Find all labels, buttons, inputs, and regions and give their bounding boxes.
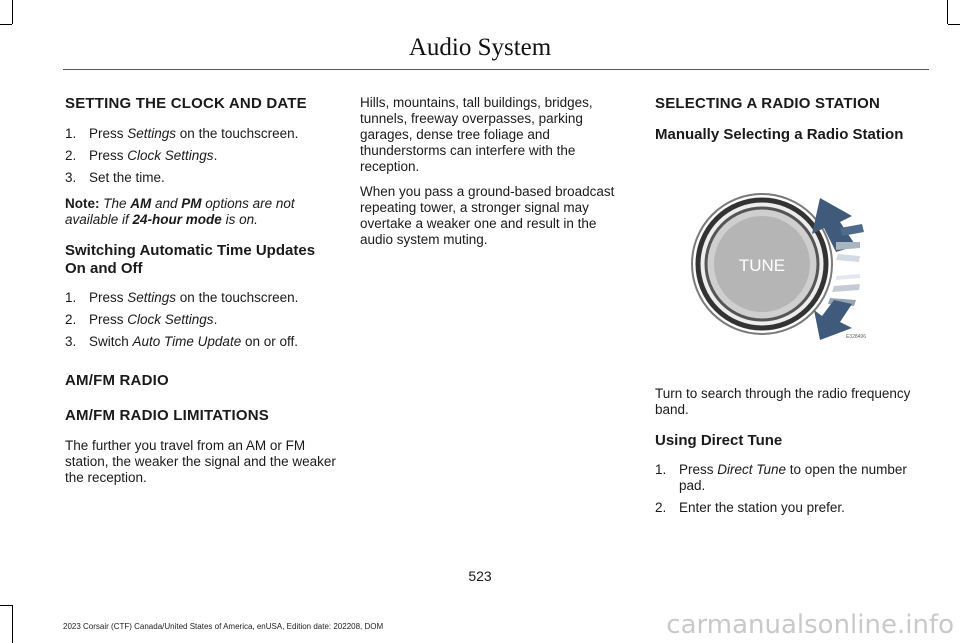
crop-mark xyxy=(12,0,13,24)
interference-paragraph: Hills, mountains, tall buildings, bridges, tunnels, freeway overpasses, parking garages, dense tree foliage and thunderstorms can interfere with the reception. xyxy=(360,95,593,174)
edition-line: 2023 Corsair (CTF) Canada/United States of America, enUSA, Edition date: 202208, DOM xyxy=(63,622,384,631)
figure-code: E328496 xyxy=(845,334,866,340)
subheading-manual-select: Manually Selecting a Radio Station xyxy=(655,126,904,143)
page-number: 523 xyxy=(468,568,492,584)
crop-mark xyxy=(947,0,948,24)
auto-time-steps-list xyxy=(65,290,340,350)
column-left xyxy=(65,95,340,495)
crop-mark xyxy=(0,24,12,25)
header-divider xyxy=(63,69,929,70)
crop-mark xyxy=(12,605,13,643)
knob-label: TUNE xyxy=(738,256,786,275)
watermark: carmanualsonline.info xyxy=(666,610,954,640)
column-right xyxy=(655,95,925,156)
list-item: 2. Enter the station you prefer. xyxy=(655,500,845,515)
tower-paragraph: When you pass a ground-based broadcast repeating tower, a stronger signal may overtake a weaker one and result in the audio system muting. xyxy=(360,184,615,247)
subheading-direct-tune: Using Direct Tune xyxy=(655,432,783,449)
section-heading-limitations: AM/FM RADIO LIMITATIONS xyxy=(65,407,270,424)
list-item: 1. Press Settings on the touchscreen. xyxy=(65,290,299,305)
section-heading-amfm: AM/FM RADIO xyxy=(65,372,169,389)
limitations-paragraph: The further you travel from an AM or FM station, the weaker the signal and the weaker the reception. xyxy=(65,438,336,485)
crop-mark xyxy=(948,24,960,25)
list-item: 3. Switch Auto Time Update on or off. xyxy=(65,334,298,349)
list-item: 1. Press Direct Tune to open the number pad. xyxy=(655,462,907,493)
subheading-auto-time: Switching Automatic Time Updates On and Off xyxy=(65,242,316,277)
section-heading-select-station: SELECTING A RADIO STATION xyxy=(655,95,880,112)
clock-steps-list xyxy=(65,126,340,186)
list-item: 2. Press Clock Settings. xyxy=(65,312,218,327)
page-title: Audio System xyxy=(408,34,552,61)
tune-knob-figure xyxy=(680,188,880,348)
note-paragraph: Note: The AM and PM options are not available if 24-hour mode is on. xyxy=(65,196,295,227)
list-item: 1. Press Settings on the touchscreen. xyxy=(65,126,299,141)
list-item: 2. Press Clock Settings. xyxy=(65,148,218,163)
list-item: 3. Set the time. xyxy=(65,170,165,185)
column-right-lower xyxy=(655,386,925,526)
direct-tune-steps-list xyxy=(655,462,925,516)
turn-paragraph: Turn to search through the radio frequency band. xyxy=(655,386,911,417)
section-heading-clock: SETTING THE CLOCK AND DATE xyxy=(65,95,307,112)
crop-mark xyxy=(0,605,12,606)
column-middle xyxy=(360,95,630,257)
